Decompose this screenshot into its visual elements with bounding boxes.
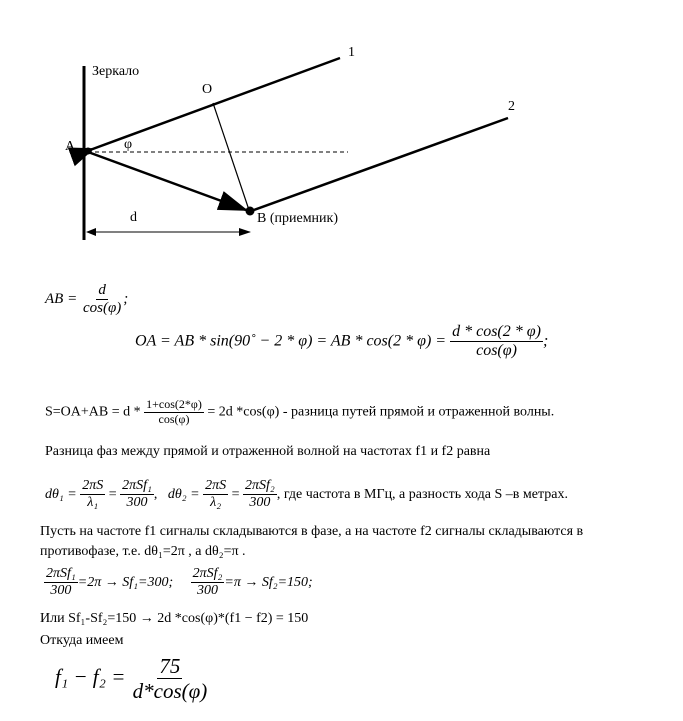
o-to-b-line	[213, 103, 249, 210]
angle-label: φ	[124, 137, 133, 152]
distance-label: d	[130, 210, 137, 225]
formula-dtheta1-den1: λ₁	[87, 495, 99, 511]
formula-dtheta2-frac1	[203, 478, 228, 511]
formula-s-rhs: = 2d *cos(φ)	[207, 404, 280, 420]
formula-dtheta2-num1: 2πS	[203, 478, 228, 495]
formula-ab-fraction	[81, 282, 123, 318]
formula-sf2-den: 300	[197, 583, 218, 599]
formula-s	[45, 398, 554, 427]
formula-oa-num: d * cos(2 * φ)	[450, 323, 543, 342]
formula-s-den: cos(φ)	[158, 411, 190, 426]
formula-sf	[44, 566, 313, 599]
point-o-label: O	[202, 82, 213, 97]
formula-ab-den: cos(φ)	[82, 300, 122, 317]
formula-ab-lhs: AB =	[45, 291, 78, 308]
phase-difference-line: Разница фаз между прямой и отраженной волной на частотах f1 и f2 равна	[45, 444, 491, 459]
formula-dtheta: dθ₁ = $\frac{2\pi S}{\text{λ₁}}$ = $\frac{\text{2πSf₁}}{300}$ , dθ₂ = $\frac{2\pi S}{\text{λ₂}}$ = $\frac{\text{2πSf₂}}{300}$ , где частота в МГц, а разность хода S –в метрах.	[45, 478, 568, 511]
formula-ab-num: d	[96, 282, 108, 300]
formula-sf1-num: 2πSf₁	[44, 566, 78, 583]
formula-final-fraction	[131, 654, 210, 703]
formula-dtheta2-den1: λ₂	[210, 495, 222, 511]
paragraph-line-1: Пусть на частоте f1 сигналы складываются в фазе, а на частоте f2 сигналы складываются в	[40, 524, 584, 539]
formula-s-num: 1+cos(2*φ)	[146, 397, 202, 411]
formula-final-num: 75	[159, 654, 181, 678]
formula-dtheta2-frac2	[243, 478, 277, 511]
formula-ab	[45, 282, 128, 318]
mirror-label: Зеркало	[92, 64, 140, 79]
ray-1-label: 1	[348, 45, 355, 60]
formula-dtheta1-num1: 2πS	[80, 478, 105, 495]
formula-final-den: d*cos(φ)	[132, 679, 208, 704]
point-a-dot	[85, 148, 92, 155]
formula-dtheta-desc: , где частота в МГц, а разность хода S –в метрах.	[276, 486, 568, 502]
point-b-dot	[246, 207, 255, 216]
formula-sf1-den: 300	[50, 583, 72, 599]
formula-dtheta1-den2: 300	[126, 495, 148, 511]
point-a-label: A	[65, 139, 76, 154]
formula-final-lhs: f₁ − f₂ =	[55, 664, 126, 689]
formula-oa-text: OA = AB * sin(90˚ − 2 * φ) = AB * cos(2 * φ) =	[135, 332, 447, 350]
formula-s-desc: - разница путей прямой и отраженной волны.	[279, 404, 555, 420]
formula-sf1-rhs: =2π → Sf₁=300;	[77, 574, 174, 590]
formula-dtheta1-frac1	[80, 478, 105, 511]
formula-sf2-frac	[191, 566, 225, 599]
formula-dtheta-sep: ,	[153, 486, 158, 502]
formula-ab-tail: ;	[123, 291, 129, 308]
formula-final	[55, 654, 209, 703]
paragraph-line-2: противофазе, т.е. dθ₁=2π , а dθ₂=π .	[40, 544, 246, 559]
formula-oa	[135, 323, 548, 361]
formula-s-fraction	[144, 398, 204, 427]
formula-oa-tail: ;	[542, 332, 549, 350]
formula-dtheta2-num2: 2πSf₂	[243, 478, 277, 495]
formula-sf1-frac	[44, 566, 78, 599]
formula-or-line: Или Sf₁-Sf₂=150 → 2d *cos(φ)*(f1 − f2) = 150	[40, 611, 309, 626]
formula-dtheta1-frac2	[120, 478, 154, 511]
ray-2-label: 2	[508, 99, 515, 114]
ray-2-line	[254, 118, 508, 210]
formula-sf2-rhs: =π → Sf₂=150;	[224, 574, 313, 590]
formula-dtheta1-lhs: dθ₁ =	[45, 486, 77, 502]
formula-dtheta2-den2: 300	[249, 495, 271, 511]
formula-dtheta1-num2: 2πSf₁	[120, 478, 154, 495]
receiver-label: B (приемник)	[257, 211, 339, 226]
hence-line: Откуда имеем	[40, 633, 124, 648]
reflected-ray-line	[88, 152, 246, 210]
formula-oa-den: cos(φ)	[476, 342, 517, 360]
formula-oa-fraction	[450, 323, 543, 361]
formula-sf2-num: 2πSf₂	[191, 566, 225, 583]
mirror-reflection-diagram	[0, 0, 683, 250]
formula-s-lhs: S=OA+AB = d *	[45, 404, 141, 420]
formula-dtheta2-lhs: dθ₂ =	[167, 486, 200, 502]
